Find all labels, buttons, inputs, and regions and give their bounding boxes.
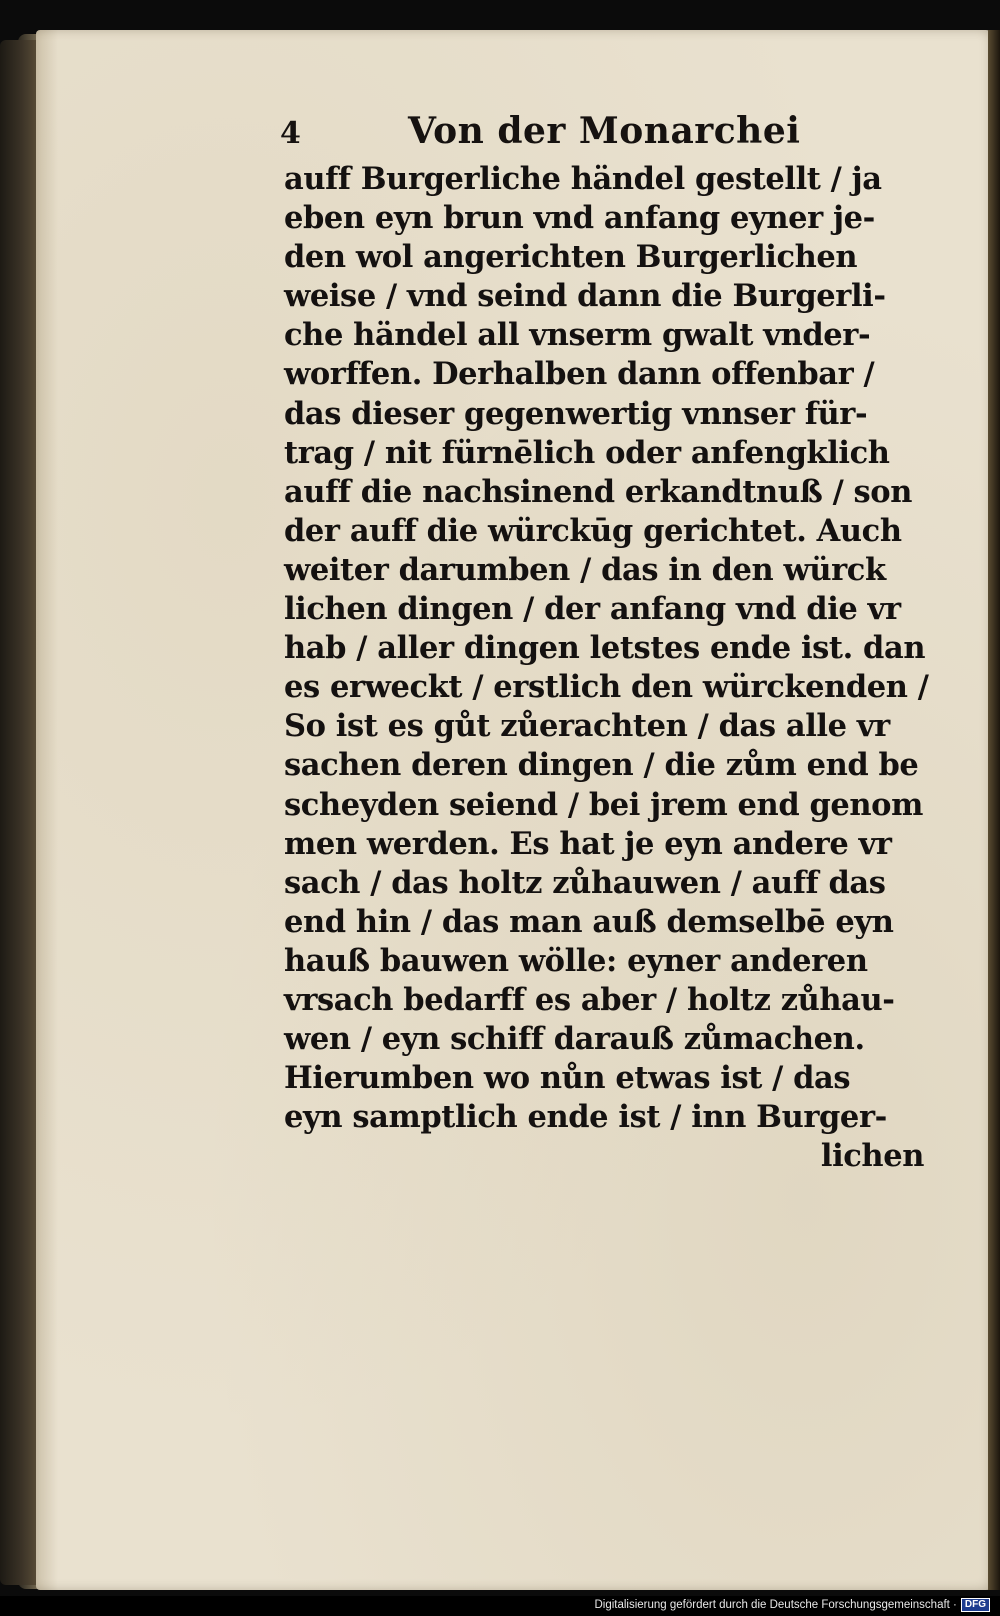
text-line: hab / aller dingen letstes ende ist. dan (284, 630, 926, 667)
dfg-logo-badge: DFG (961, 1598, 990, 1612)
text-line: weiter darumben / das in den würck (284, 551, 886, 588)
text-line: das dieser gegenwertig vnnser für- (284, 395, 868, 432)
text-line: Hierumben wo nůn etwas ist / das (284, 1060, 851, 1097)
running-head: Von der Monarchei (408, 110, 801, 152)
text-line: auff die nachsinend erkandtnuß / son (284, 473, 913, 510)
text-line: eyn samptlich ende ist / inn Burger- (284, 1099, 887, 1136)
text-line: hauß bauwen wölle: eyner anderen (284, 942, 868, 979)
text-line: den wol angerichten Burgerlichen (284, 239, 858, 276)
text-line: eben eyn brun vnd anfang eyner je- (284, 200, 875, 237)
page-right-edge (988, 30, 1000, 1590)
text-line: es erweckt / erstlich den würckenden / (284, 669, 929, 706)
page-header (280, 110, 840, 160)
body-text (284, 160, 944, 1176)
text-line: trag / nit fürnēlich oder anfengklich (284, 434, 890, 471)
page-number: 4 (280, 116, 301, 151)
text-line: vrsach bedarff es aber / holtz zůhau- (284, 981, 895, 1018)
text-line: end hin / das man auß demselbē eyn (284, 903, 894, 940)
funding-credit (594, 1598, 990, 1612)
text-line: sachen deren dingen / die zům end be (284, 747, 919, 784)
text-line: men werden. Es hat je eyn andere vr (284, 825, 892, 862)
book-spine-edge (0, 40, 38, 1585)
text-line: weise / vnd seind dann die Burgerli- (284, 278, 886, 315)
catchword: lichen (820, 1138, 924, 1175)
text-line: So ist es gůt zůerachten / das alle vr (284, 708, 890, 745)
text-line: che händel all vnserm gwalt vnder- (284, 317, 871, 354)
text-line: sach / das holtz zůhauwen / auff das (284, 864, 886, 901)
text-line: lichen dingen / der anfang vnd die vr (284, 591, 901, 628)
text-line: worffen. Derhalben dann offenbar / (284, 356, 875, 393)
text-line: scheyden seiend / bei jrem end genom (284, 786, 923, 823)
text-line: der auff die würckūg gerichtet. Auch (284, 512, 902, 549)
funding-credit-text: Digitalisierung gefördert durch die Deutsche Forschungsgemeinschaft · (594, 1599, 957, 1612)
text-line: auff Burgerliche händel gestellt / ja (284, 161, 882, 197)
text-line: wen / eyn schiff darauß zůmachen. (284, 1021, 865, 1058)
